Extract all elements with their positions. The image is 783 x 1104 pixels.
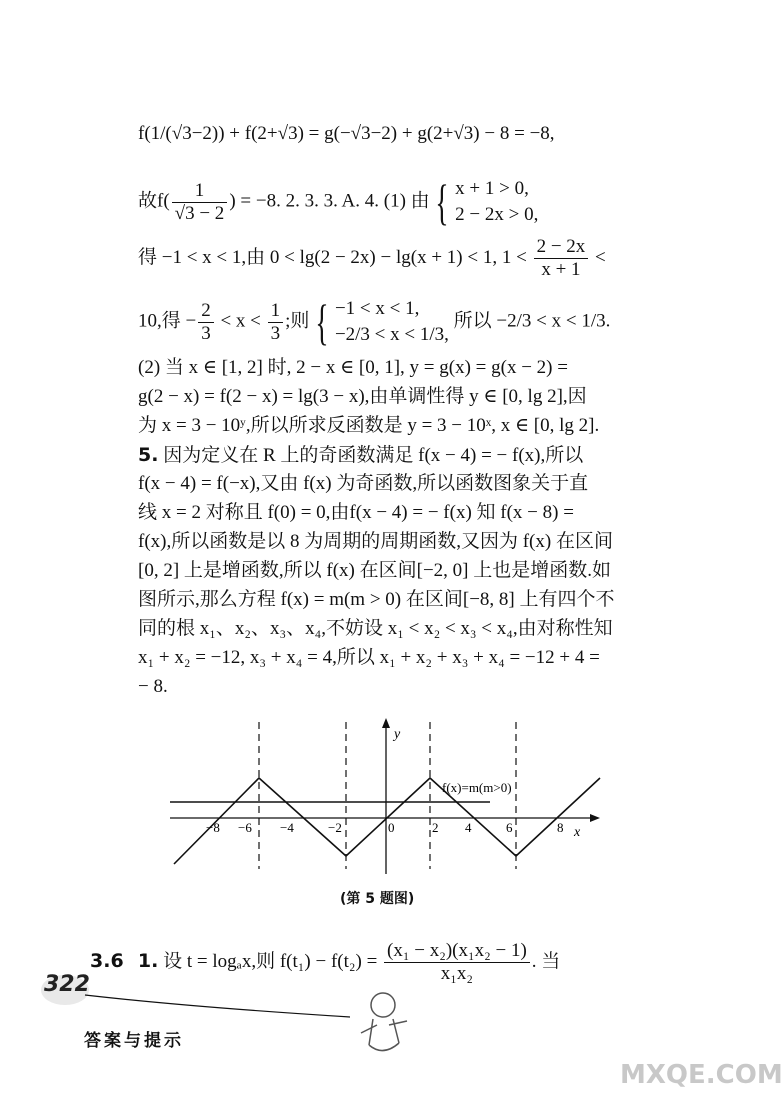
para-line: [0, 2] 上是增函数,所以 f(x) 在区间[−2, 0] 上也是增函数.如 [138,560,612,581]
line4-c: ;则 [285,310,310,332]
footer-title: 答案与提示 [84,1031,184,1051]
left-brace: { [315,294,329,350]
fraction-section-3-6 [384,940,530,985]
fraction-2-2x-over-x-1 [534,236,589,281]
line3-text: 得 −1 < x < 1,由 0 < lg(2 − 2x) − lg(x + 1) < 1, 1 < [138,246,527,268]
frac-num: 2 − 2x [534,236,589,259]
tick-label: −6 [238,820,252,835]
tick-label: 0 [388,820,395,835]
line2-prefix: 故f( [138,190,170,212]
frac-num: (x₁ − x₂)(x₁x₂ − 1) [384,940,530,963]
frac-den: √3 − 2 [174,202,225,224]
inequality-system-2 [335,296,449,348]
system-row: 2 − 2x > 0, [455,204,539,225]
problem-number: 5. [138,444,159,466]
line4-b: < x < [220,310,261,332]
tick-label: −8 [206,820,220,835]
para-line: 为 x = 3 − 10ʸ,所以所求反函数是 y = 3 − 10ˣ, x ∈ [0, lg 2]. [138,415,600,436]
section-end: . 当 [531,950,561,972]
equation-line-1 [138,122,555,146]
equation-line-2 [138,176,538,228]
para-line: 图所示,那么方程 f(x) = m(m > 0) 在区间[−8, 8] 上有四个不 [138,589,615,610]
para-line: f(x),所以函数是以 8 为周期的周期函数,又因为 f(x) 在区间 [138,531,613,552]
tick-label: 6 [506,820,513,835]
frac-den: x + 1 [541,259,581,280]
equation-line-3 [138,236,606,281]
y-axis-label: y [394,727,401,742]
line3-end: < [595,246,606,268]
system-row: −1 < x < 1, [334,298,420,319]
inequality-system-1 [455,176,538,228]
item-number: 1. [137,949,159,972]
para-line: x₁ + x₂ = −12, x₃ + x₄ = 4,所以 x₁ + x₂ + x₃ + x₄ = −12 + 4 = [138,647,600,668]
tick-label: −2 [328,820,342,835]
line4-d: 所以 −2/3 < x < 1/3. [453,310,611,332]
para-line: 同的根 x₁、x₂、x₃、x₄,不妨设 x₁ < x₂ < x₃ < x₄,由对称性知 [138,618,613,639]
equation-line-4 [138,296,610,348]
curve-label: f(x)=m(m>0) [442,780,512,795]
tick-label: 2 [432,820,439,835]
tick-label: −4 [280,820,294,835]
tick-label: 4 [465,820,472,835]
line2-rest: ) = −8. 2. 3. 3. A. 4. (1) 由 [229,190,430,212]
frac-den: 3 [201,322,211,344]
line4-a: 10,得 − [138,310,197,332]
system-row: x + 1 > 0, [455,178,529,199]
section-text: 设 t = logₐx,则 f(t₁) − f(t₂) = [163,950,378,972]
figure-caption: (第 5 题图) [340,891,415,907]
system-row: −2/3 < x < 1/3, [334,324,449,345]
fraction-1-3 [268,300,284,345]
y-axis-arrow-icon [382,718,390,728]
left-brace: { [435,174,450,230]
para-line: f(x − 4) = f(−x),又由 f(x) 为奇函数,所以函数图象关于直 [138,473,589,494]
frac-den: x₁x₂ [440,963,474,984]
cartoon-boy-illustration [355,985,415,1065]
section-number: 3.6 [90,949,124,972]
frac-num: 1 [172,180,228,203]
para-text: 因为定义在 R 上的奇函数满足 f(x − 4) = − f(x),所以 [158,445,584,466]
function-graph [160,714,610,884]
fraction-1-over-sqrt3-minus-2 [172,180,228,225]
para-line: − 8. [138,676,168,697]
fraction-2-3 [198,300,214,345]
x-axis-arrow-icon [590,814,600,822]
frac-num: 2 [198,300,214,323]
x-axis-label: x [574,825,581,840]
para-line: (2) 当 x ∈ [1, 2] 时, 2 − x ∈ [0, 1], y = g(x) = g(x − 2) = [138,357,568,378]
page-number: 322 [44,972,90,997]
frac-den: 3 [270,322,281,344]
para-line: 线 x = 2 对称且 f(0) = 0,由f(x − 4) = − f(x) 知 f(x − 8) = [138,502,574,523]
para-line [138,443,583,468]
tick-label: 8 [557,820,564,835]
watermark: MXQE.COM [620,1060,783,1090]
equation-text: f(1/(√3−2)) + f(2+√3) = g(−√3−2) + g(2+√3) − 8 = −8, [138,123,555,144]
frac-num: 1 [268,300,284,323]
para-line: g(2 − x) = f(2 − x) = lg(3 − x),由单调性得 y ∈ [0, lg 2],因 [138,386,587,407]
